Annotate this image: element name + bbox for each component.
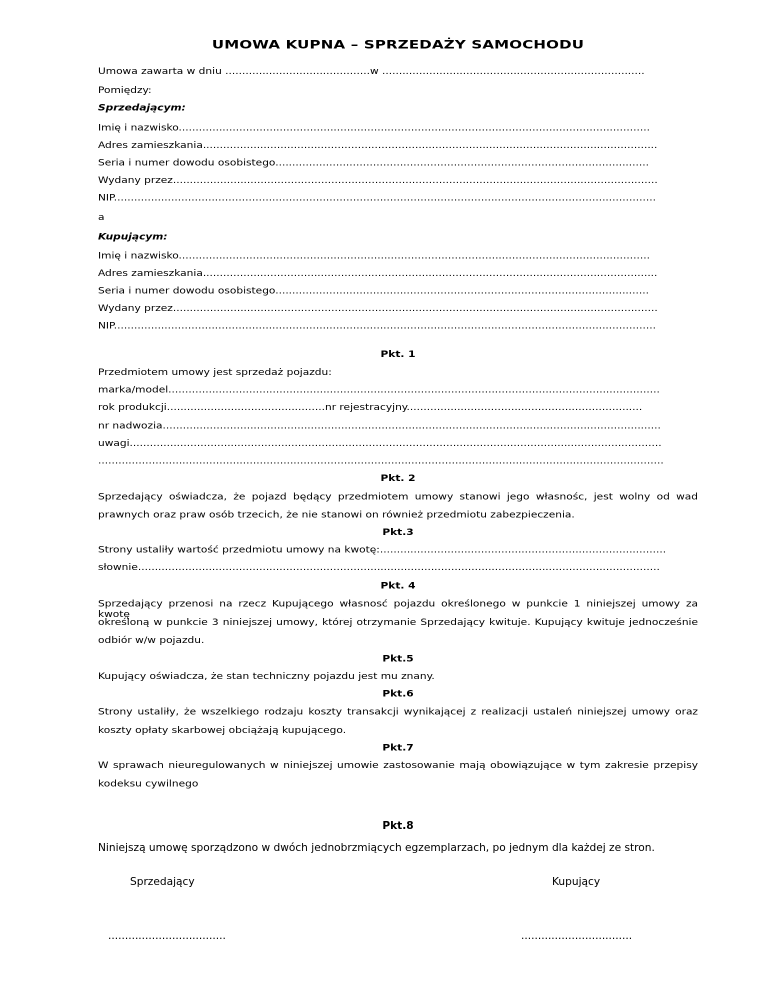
buyer-id-field: Seria i numer dowodu osobistego...............................................................................................................	[98, 286, 650, 296]
pkt4-text-line: odbiór w/w pojazdu.	[98, 636, 205, 646]
vehicle-year-registration-field: rok produkcji...............................................nr rejestracyjny......................................................................	[98, 403, 643, 413]
contract-date-place-line: Umowa zawarta w dniu ...........................................w ..............................................................................	[98, 66, 645, 77]
buyer-signature-line: .................................	[521, 930, 633, 942]
seller-nip-field: NIP.................................................................................................................................................................	[98, 193, 656, 203]
pkt2-heading: Pkt. 2	[380, 473, 416, 484]
seller-issued-by-field: Wydany przez................................................................................................................................................	[98, 175, 658, 186]
pkt8-text: Niniejszą umowę sporządzono w dwóch jednobrzmiących egzemplarzach, po jednym dla każdej ze stron.	[98, 842, 655, 854]
buyer-issued-by-field: Wydany przez................................................................................................................................................	[98, 303, 658, 314]
pkt2-text-line: prawnych oraz praw osób trzecich, że nie stanowi on również przedmiotu zabezpieczenia.	[98, 510, 575, 520]
pkt6-heading: Pkt.6	[382, 689, 414, 699]
vehicle-make-model-field: marka/model..................................................................................................................................................	[98, 385, 660, 396]
pkt4-text-line: określoną w punkcie 3 niniejszej umowy, której otrzymanie Sprzedający kwituje. Kupujący kwituje jednocześnie	[98, 617, 698, 628]
seller-heading: Sprzedającym:	[98, 103, 186, 113]
vehicle-notes-field: uwagi..............................................................................................................................................................	[98, 438, 662, 449]
buyer-heading: Kupującym:	[98, 232, 168, 242]
pkt6-text-line: koszty opłaty skarbowej obciążają kupującego.	[98, 725, 347, 736]
pkt7-heading: Pkt.7	[382, 743, 414, 753]
buyer-name-field: Imię i nazwisko............................................................................................................................................	[98, 251, 650, 261]
pkt3-heading: Pkt.3	[382, 527, 414, 538]
between-label: Pomiędzy:	[98, 85, 152, 96]
pkt6-text-line: Strony ustaliły, że wszelkiego rodzaju koszty transakcji wynikającej z realizacji ustaleń niniejszej umowy oraz	[98, 707, 698, 718]
buyer-signature-label: Kupujący	[552, 876, 601, 888]
price-in-words-field: słownie...........................................................................................................................................................	[98, 562, 660, 573]
pkt7-text-line: kodeksu cywilnego	[98, 779, 199, 789]
pkt4-heading: Pkt. 4	[380, 581, 416, 591]
pkt5-text: Kupujący oświadcza, że stan techniczny pojazdu jest mu znany.	[98, 671, 435, 682]
buyer-nip-field: NIP.................................................................................................................................................................	[98, 321, 656, 331]
pkt5-heading: Pkt.5	[382, 654, 414, 664]
pkt7-text-line: W sprawach nieuregulowanych w niniejszej umowie zastosowanie mają obowiązujące w tym zakresie przepisy	[98, 760, 698, 771]
vehicle-notes-continued-field: ........................................................................................................................................................................	[98, 456, 664, 466]
pkt4-text-line: Sprzedający przenosi na rzecz Kupującego własnosć pojazdu określonego w punkcie 1 niniejszej umowy za kwotę	[98, 599, 698, 620]
pkt2-text-line: Sprzedający oświadcza, że pojazd będący przedmiotem umowy stanowi jego własnośc, jest wolny od wad	[98, 492, 698, 502]
buyer-address-field: Adres zamieszkania.......................................................................................................................................	[98, 268, 658, 279]
pkt1-text: Przedmiotem umowy jest sprzedaż pojazdu:	[98, 368, 332, 378]
seller-signature-label: Sprzedający	[130, 876, 195, 888]
pkt8-heading: Pkt.8	[382, 820, 414, 832]
seller-name-field: Imię i nazwisko............................................................................................................................................	[98, 123, 650, 133]
seller-id-field: Seria i numer dowodu osobistego...............................................................................................................	[98, 158, 650, 168]
price-field: Strony ustaliły wartość przedmiotu umowy na kwotę:.....................................................................................	[98, 545, 667, 555]
conjunction-text: a	[98, 213, 105, 223]
pkt1-heading: Pkt. 1	[380, 349, 416, 360]
vehicle-vin-field: nr nadwozia....................................................................................................................................................	[98, 421, 661, 431]
document-title: UMOWA KUPNA – SPRZEDAŻY SAMOCHODU	[211, 37, 585, 52]
seller-address-field: Adres zamieszkania.......................................................................................................................................	[98, 140, 658, 151]
seller-signature-line: ...................................	[108, 930, 226, 942]
